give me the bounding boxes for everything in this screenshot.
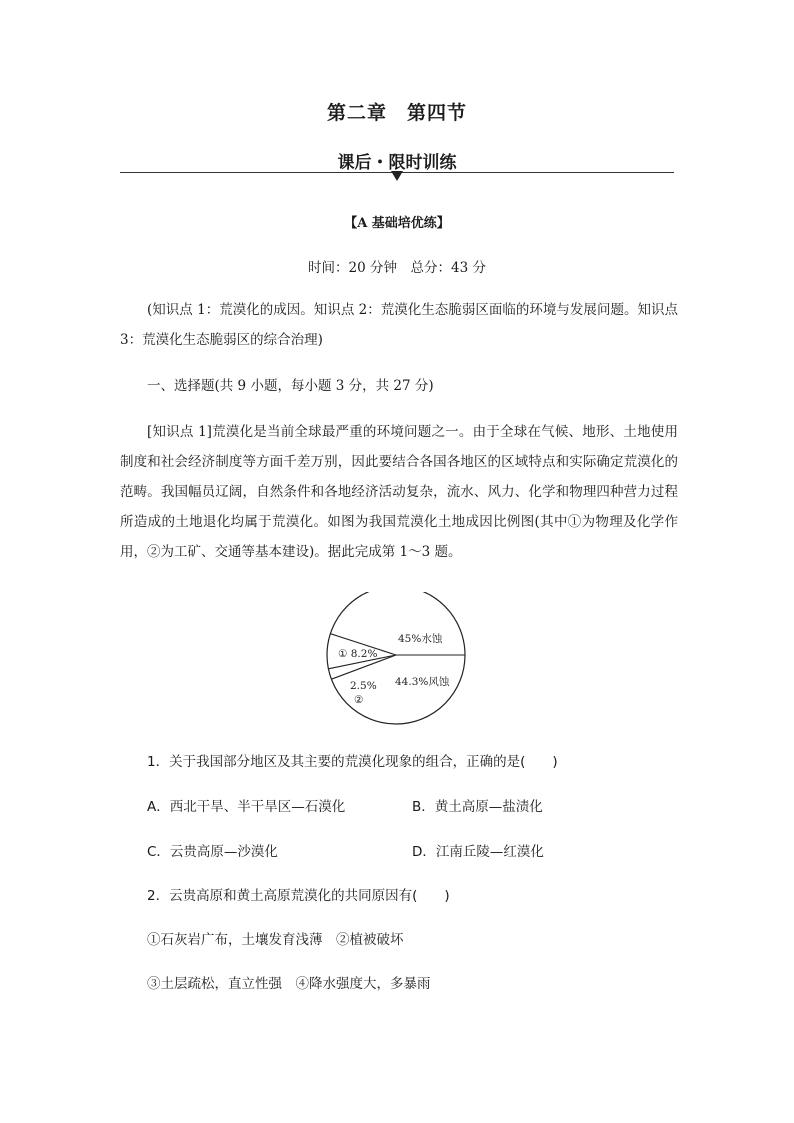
question-1-stem: 1．关于我国部分地区及其主要的荒漠化现象的组合，正确的是( ) <box>147 754 558 770</box>
question-1-option-c[interactable]: C．云贵高原—沙漠化 <box>147 844 278 860</box>
pie-chart <box>326 592 470 728</box>
pie-label-construction: 2.5% <box>350 680 377 692</box>
pie-label-construction-mark: ② <box>354 694 364 706</box>
question-1-option-a[interactable]: A．西北干旱、半干旱区—石漠化 <box>147 799 346 815</box>
time-info: 时间：20 分钟 总分：43 分 <box>308 260 486 276</box>
chapter-title: 第二章 第四节 <box>326 102 467 124</box>
knowledge-note: (知识点 1：荒漠化的成因。知识点 2：荒漠化生态脆弱区面临的环境与发展问题。知识点 3：荒漠化生态脆弱区的综合治理) <box>120 302 678 348</box>
question-2-item-2: ③土层疏松，直立性强 ④降水强度大，多暴雨 <box>147 976 431 992</box>
pie-label-physical: ① 8.2% <box>338 648 378 660</box>
part-label: 【A 基础培优练】 <box>344 216 450 231</box>
question-1-option-b[interactable]: B．黄土高原—盐渍化 <box>412 799 543 815</box>
question-1-option-d[interactable]: D．江南丘陵—红漠化 <box>412 844 544 860</box>
pie-label-wind: 44.3%风蚀 <box>395 676 450 688</box>
material-paragraph: [知识点 1]荒漠化是当前全球最严重的环境问题之一。由于全球在气候、地形、土地使用制度和社会经济制度等方面千差万别，因此要结合各国各地区的区域特点和实际确定荒漠化的范畴。我国幅员辽阔，自然条件和各地经济活动复杂，流水、风力、化学和物理四种营力过程所造成的土地退化均属于荒漠化。如图为我国荒漠化土地成因比例图(其中①为物理及化学作用，②为工矿、交通等基本建设)。据此完成第 1～3 题。 <box>120 424 678 560</box>
section-subtitle: 课后・限时训练 <box>337 153 457 173</box>
divider-arrow-icon <box>391 171 403 181</box>
pie-label-water: 45%水蚀 <box>398 633 443 645</box>
question-2-item-1: ①石灰岩广布，土壤发育浅薄 ②植被破坏 <box>147 932 404 948</box>
question-2-stem: 2．云贵高原和黄土高原荒漠化的共同原因有( ) <box>147 888 450 904</box>
section-heading: 一、选择题(共 9 小题，每小题 3 分，共 27 分) <box>147 378 434 394</box>
